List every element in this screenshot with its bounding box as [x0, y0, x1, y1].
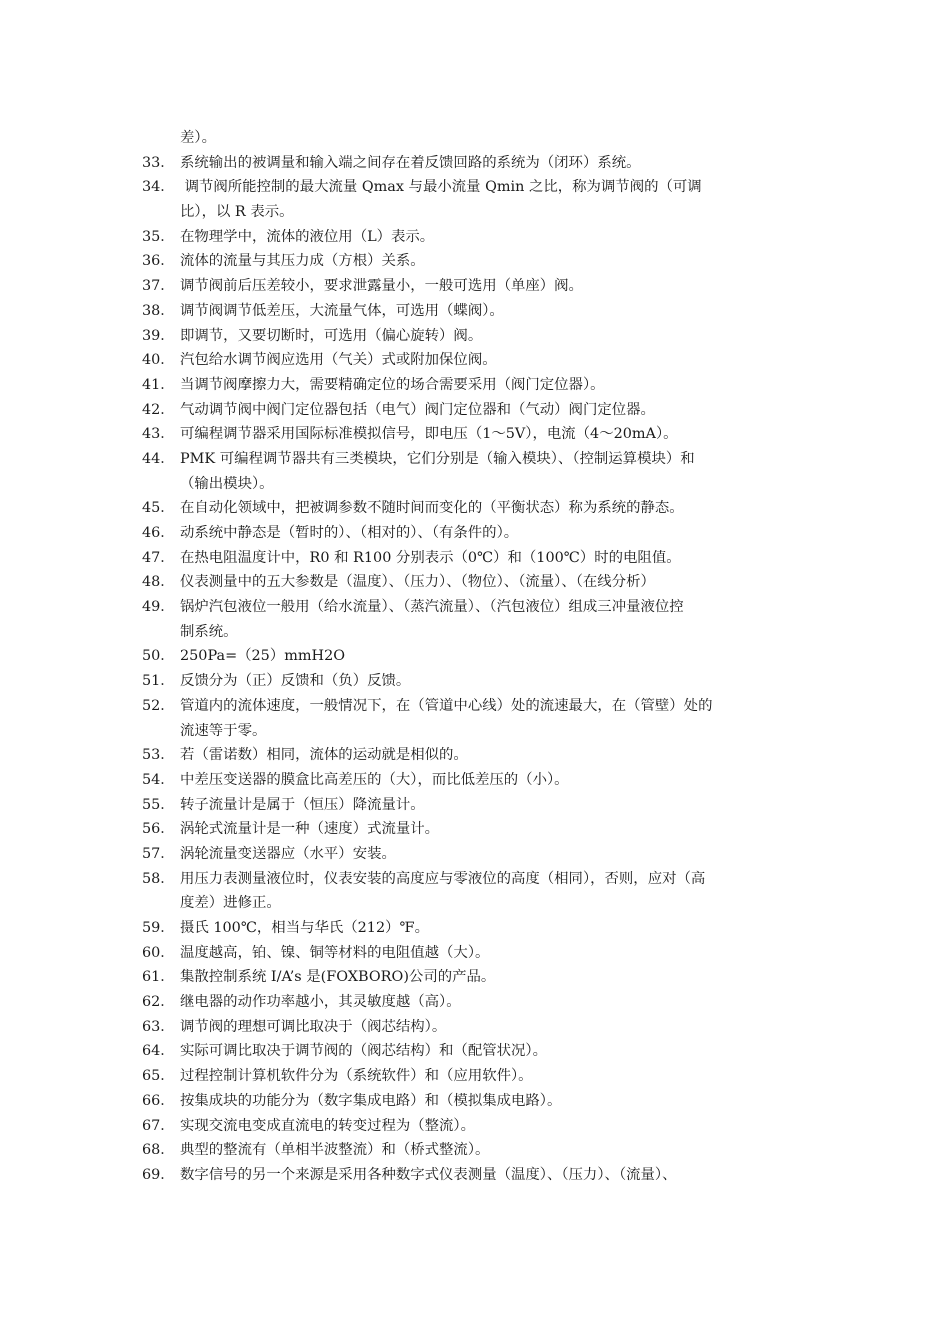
question-text: 250Pa=（25）mmH2O: [180, 648, 346, 665]
question-text: 流体的流量与其压力成（方根）关系。: [180, 253, 425, 270]
question-text: 实际可调比取决于调节阀的（阀芯结构）和（配管状况）。: [180, 1043, 547, 1060]
question-line: [142, 842, 806, 867]
question-number: 54．: [142, 771, 175, 788]
question-number: 50．: [142, 648, 175, 665]
question-number: 35．: [142, 228, 175, 245]
question-line: [142, 768, 806, 793]
question-line: [142, 694, 806, 719]
question-text: （输出模块）。: [180, 475, 274, 492]
question-line: [142, 1114, 806, 1139]
question-number: 61．: [142, 969, 175, 986]
question-text: 调节阀调节低差压，大流量气体，可选用（蝶阀）。: [180, 302, 504, 319]
question-line: [142, 1039, 806, 1064]
question-number: 58．: [142, 870, 175, 887]
question-number: 53．: [142, 747, 175, 764]
question-line: [142, 990, 806, 1015]
question-number: 62．: [142, 994, 175, 1011]
question-text: 转子流量计是属于（恒压）降流量计。: [180, 796, 425, 813]
question-text: 制系统。: [180, 623, 238, 640]
question-continuation-line: [142, 200, 806, 225]
question-text: 在自动化领域中，把被调参数不随时间而变化的（平衡状态）称为系统的静态。: [180, 500, 684, 517]
question-text: 中差压变送器的膜盒比高差压的（大），而比低差压的（小）。: [180, 771, 569, 788]
question-continuation-line: [142, 719, 806, 744]
question-text: 当调节阀摩擦力大，需要精确定位的场合需要采用（阀门定位器）。: [180, 376, 605, 393]
question-line: [142, 151, 806, 176]
question-text: 集散控制系统 I/A’s 是(FOXBORO)公司的产品。: [180, 969, 496, 986]
question-line: [142, 916, 806, 941]
question-line: [142, 496, 806, 521]
question-number: 51．: [142, 673, 175, 690]
question-number: 37．: [142, 278, 175, 295]
question-line: [142, 521, 806, 546]
question-text: 汽包给水调节阀应选用（气关）式或附加保位阀。: [180, 352, 497, 369]
question-number: 40．: [142, 352, 175, 369]
question-number: 49．: [142, 599, 175, 616]
question-line: [142, 941, 806, 966]
question-text: 过程控制计算机软件分为（系统软件）和（应用软件）。: [180, 1068, 533, 1085]
question-text: 气动调节阀中阀门定位器包括（电气）阀门定位器和（气动）阀门定位器。: [180, 401, 655, 418]
question-line: [142, 595, 806, 620]
question-number: 33．: [142, 154, 175, 171]
question-line: [142, 422, 806, 447]
question-number: 59．: [142, 920, 175, 936]
question-text: 比），以 R 表示。: [180, 204, 294, 221]
question-line: [142, 1064, 806, 1089]
question-text: 仪表测量中的五大参数是（温度）、（压力）、（物位）、（流量）、（在线分析）: [180, 574, 655, 591]
question-continuation-line: [142, 620, 806, 645]
question-continuation-line: [142, 891, 806, 916]
question-line: [142, 1089, 806, 1114]
question-line: [142, 225, 806, 250]
question-number: 69．: [142, 1166, 175, 1183]
question-number: 67．: [142, 1117, 175, 1134]
question-text: 即调节，又要切断时，可选用（偏心旋转）阀。: [180, 327, 483, 344]
document-body: [142, 126, 806, 1188]
question-number: 64．: [142, 1043, 175, 1060]
question-text: 调节阀前后压差较小，要求泄露量小，一般可选用（单座）阀。: [180, 278, 583, 295]
question-text: 温度越高，铂、镍、铜等材料的电阻值越（大）。: [180, 944, 490, 961]
question-number: 60．: [142, 944, 175, 961]
question-text: 可编程调节器采用国际标准模拟信号，即电压（1～5V），电流（4～20mA）。: [180, 426, 678, 443]
question-text: 实现交流电变成直流电的转变过程为（整流）。: [180, 1117, 476, 1134]
question-number: 52．: [142, 697, 175, 714]
question-number: 56．: [142, 821, 175, 838]
question-text: 涡轮式流量计是一种（速度）式流量计。: [180, 821, 440, 838]
question-text: 反馈分为（正）反馈和（负）反馈。: [180, 673, 411, 690]
question-line: [142, 1138, 806, 1163]
question-number: 46．: [142, 525, 175, 541]
question-line: [142, 249, 806, 274]
question-number: 55．: [142, 796, 175, 813]
question-text: 继电器的动作功率越小，其灵敏度越（高）。: [180, 994, 461, 1011]
question-number: 42．: [142, 401, 175, 418]
question-line: [142, 274, 806, 299]
question-line: [142, 348, 806, 373]
question-line: [142, 299, 806, 324]
question-line: [142, 965, 806, 990]
question-line: [142, 793, 806, 818]
question-number: 36．: [142, 253, 175, 270]
question-text: 按集成块的功能分为（数字集成电路）和（模拟集成电路）。: [180, 1092, 562, 1109]
question-number: 39．: [142, 327, 175, 344]
question-text: 若（雷诺数）相同，流体的运动就是相似的。: [180, 747, 468, 764]
question-text: 度差）进修正。: [180, 895, 281, 912]
question-line: [142, 644, 806, 669]
question-number: 38．: [142, 302, 175, 319]
question-number: 44．: [142, 450, 175, 467]
question-number: 41．: [142, 376, 175, 393]
question-text: 调节阀所能控制的最大流量 Qmax 与最小流量 Qmin 之比，称为调节阀的（可调: [180, 179, 702, 196]
question-text: 用压力表测量液位时，仪表安装的高度应与零液位的高度（相同），否则，应对（高: [180, 870, 706, 887]
question-text: 典型的整流有（单相半波整流）和（桥式整流）。: [180, 1142, 490, 1159]
question-continuation-line: [142, 126, 806, 151]
question-line: [142, 1015, 806, 1040]
question-number: 43．: [142, 426, 175, 443]
question-text: 数字信号的另一个来源是采用各种数字式仪表测量（温度）、（压力）、（流量）、: [180, 1166, 677, 1183]
question-line: [142, 817, 806, 842]
question-number: 68．: [142, 1142, 175, 1159]
question-text: 在物理学中，流体的液位用（L）表示。: [180, 228, 435, 245]
question-line: [142, 867, 806, 892]
question-number: 66．: [142, 1092, 175, 1109]
question-text: 流速等于零。: [180, 722, 267, 739]
question-text: 系统输出的被调量和输入端之间存在着反馈回路的系统为（闭环）系统。: [180, 154, 641, 171]
question-number: 47．: [142, 549, 175, 566]
question-line: [142, 447, 806, 472]
question-text: 摄氏 100℃，相当与华氏（212）℉。: [180, 920, 429, 936]
question-line: [142, 1163, 806, 1188]
question-text: 锅炉汽包液位一般用（给水流量）、（蒸汽流量）、（汽包液位）组成三冲量液位控: [180, 599, 684, 616]
question-line: [142, 546, 806, 571]
question-number: 45．: [142, 500, 175, 517]
question-line: [142, 175, 806, 200]
question-line: [142, 324, 806, 349]
question-text: 涡轮流量变送器应（水平）安装。: [180, 845, 396, 862]
question-text: 管道内的流体速度，一般情况下，在（管道中心线）处的流速最大，在（管壁）处的: [180, 697, 713, 714]
question-number: 48．: [142, 574, 175, 591]
question-number: 65．: [142, 1068, 175, 1085]
question-line: [142, 570, 806, 595]
question-number: 63．: [142, 1018, 175, 1035]
question-text: 差）。: [180, 130, 216, 146]
question-line: [142, 398, 806, 423]
question-line: [142, 743, 806, 768]
question-text: 调节阀的理想可调比取决于（阀芯结构）。: [180, 1018, 447, 1035]
question-number: 57．: [142, 845, 175, 862]
question-text: 在热电阻温度计中，R0 和 R100 分别表示（0℃）和（100℃）时的电阻值。: [180, 549, 681, 566]
question-continuation-line: [142, 472, 806, 497]
question-text: 动系统中静态是（暂时的）、（相对的）、（有条件的）。: [180, 525, 519, 541]
question-line: [142, 373, 806, 398]
question-number: 34．: [142, 179, 175, 196]
question-text: PMK 可编程调节器共有三类模块，它们分别是（输入模块）、（控制运算模块）和: [180, 450, 695, 467]
question-line: [142, 669, 806, 694]
